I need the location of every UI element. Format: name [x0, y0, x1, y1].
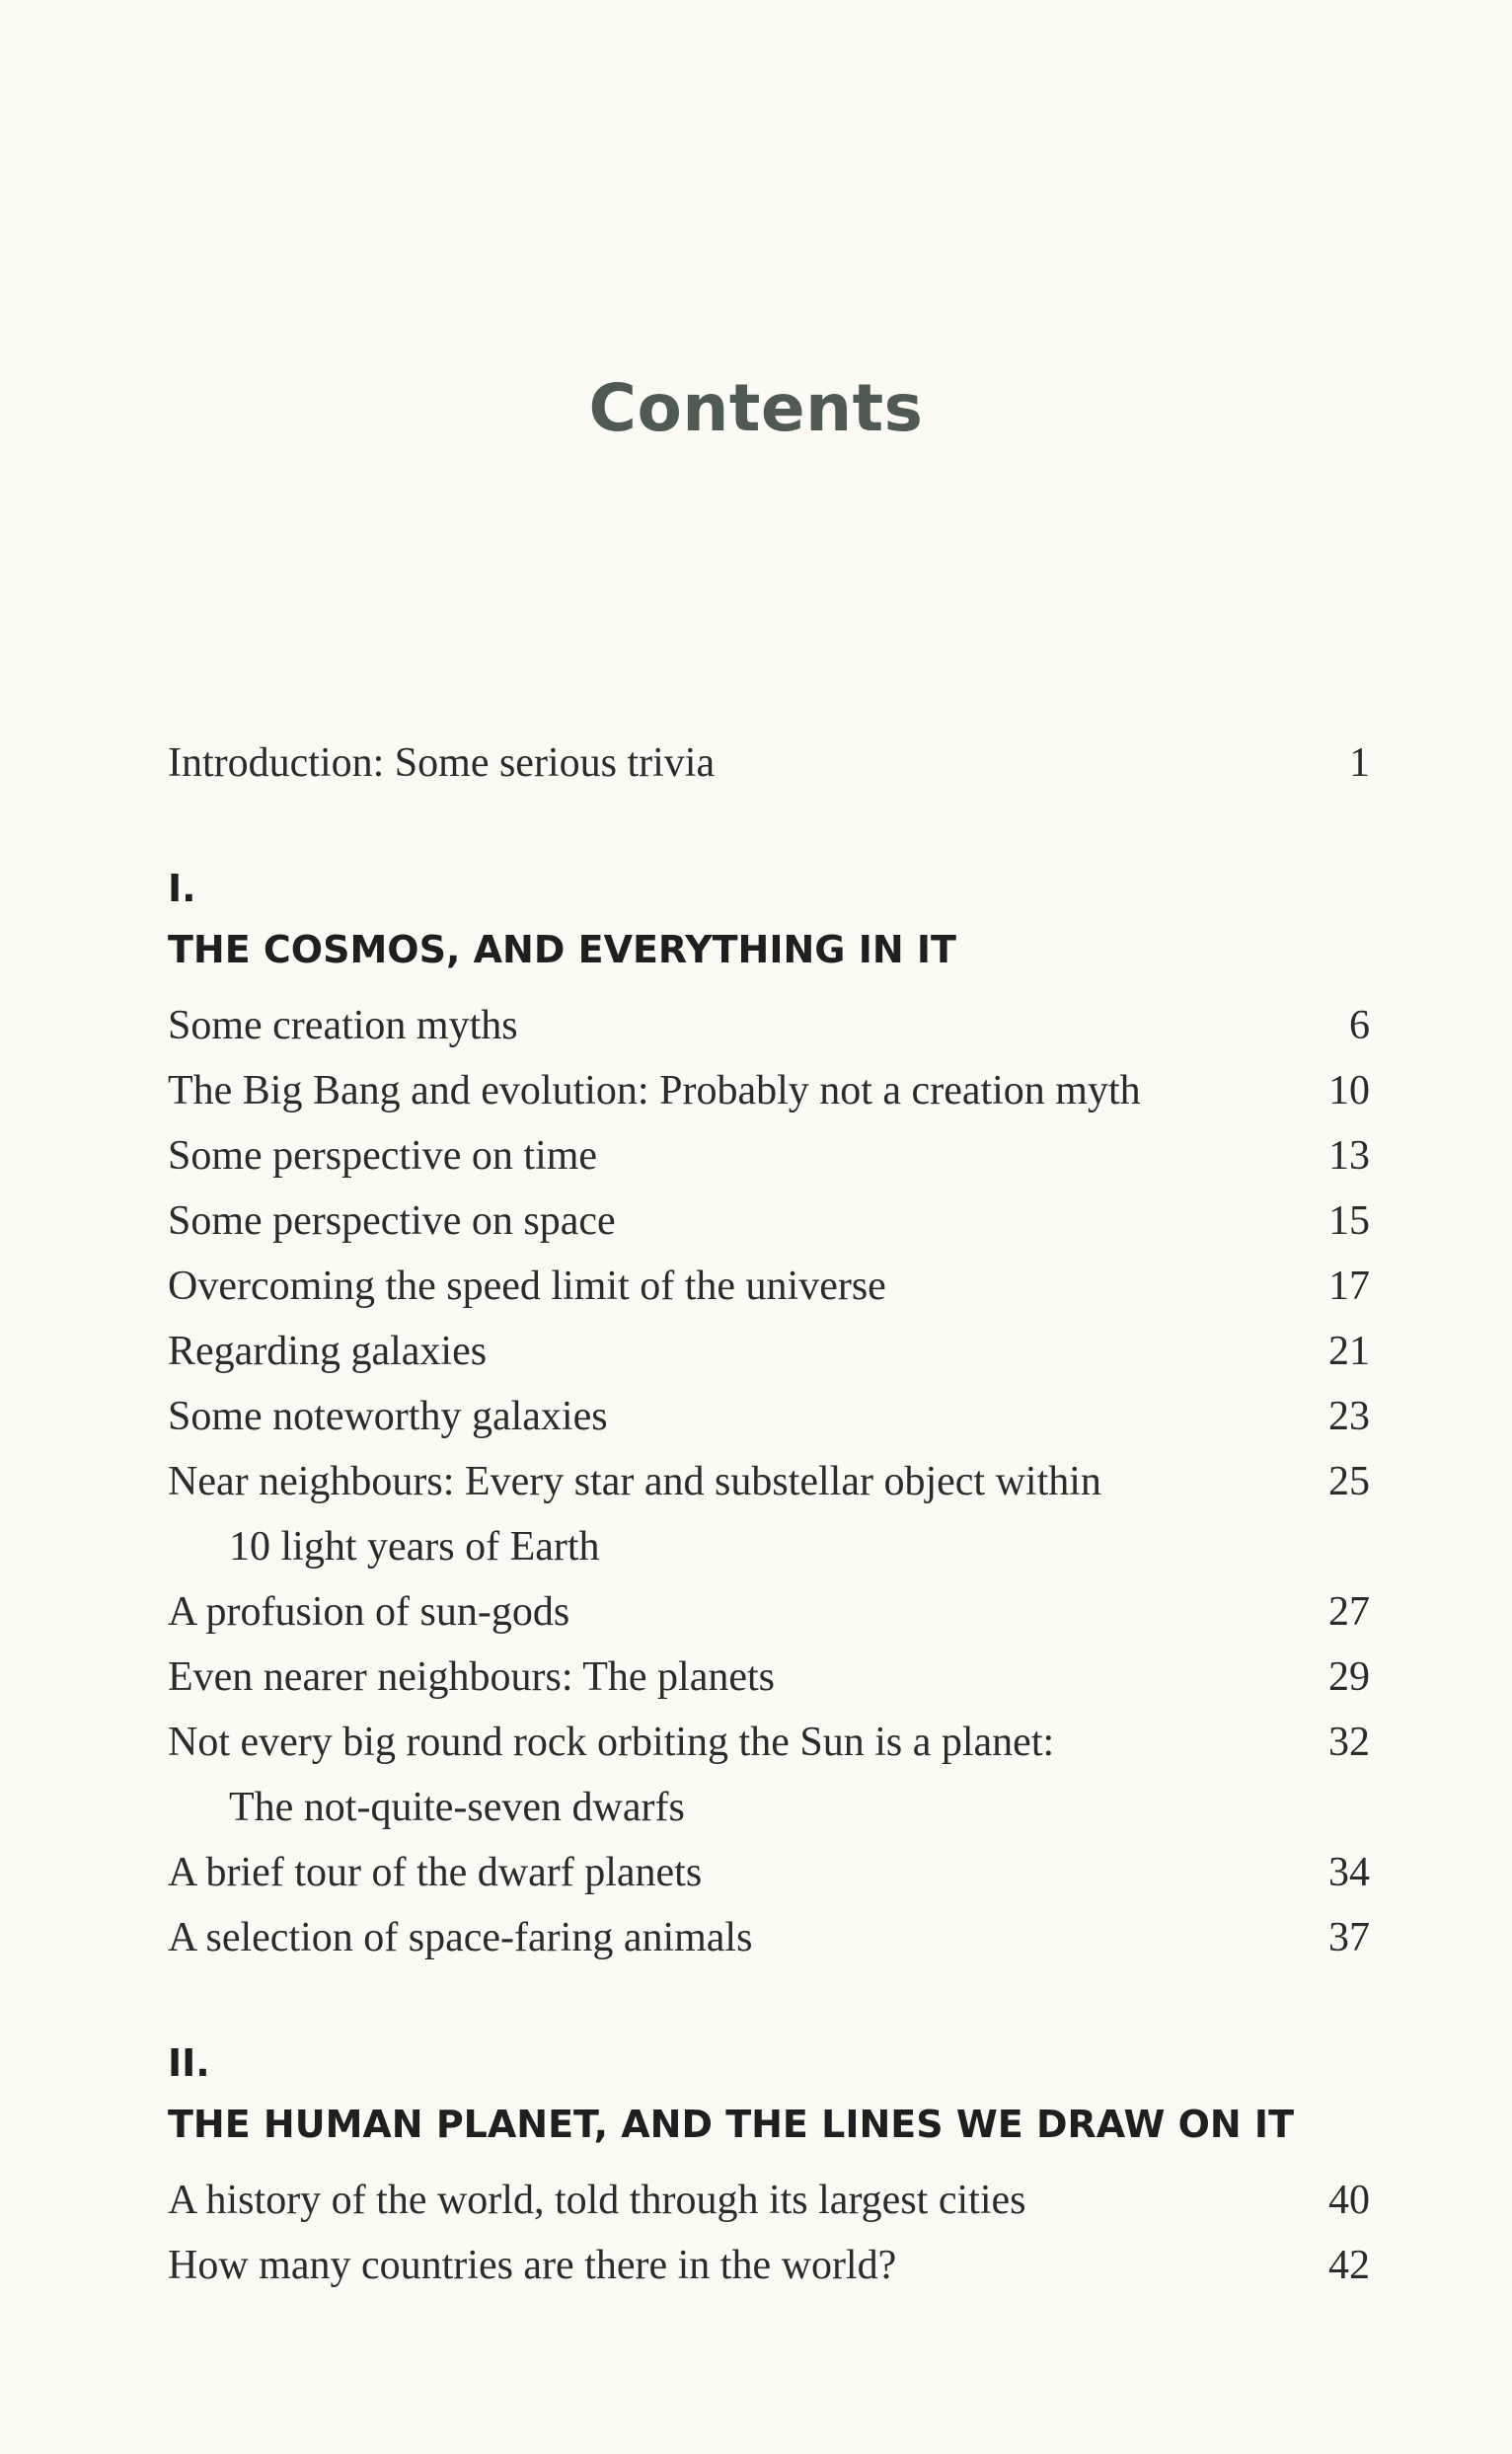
toc-entry-title: Regarding galaxies [168, 1329, 488, 1374]
toc-entry[interactable] [168, 1189, 1370, 1254]
toc-entry-title-line1: Not every big round rock orbiting the Sun is a planet: [168, 1720, 1055, 1765]
toc-entry-title-line2: The not-quite-seven dwarfs [229, 1785, 685, 1830]
toc-entry[interactable] [168, 1579, 1370, 1645]
toc-entry[interactable] [168, 2233, 1370, 2298]
toc-entry[interactable] [168, 1058, 1370, 1123]
toc-entry[interactable] [168, 2168, 1370, 2233]
toc-entry[interactable] [168, 1384, 1370, 1449]
toc-entry-page: 40 [1328, 2178, 1370, 2223]
toc-entry-title: Some perspective on space [168, 1198, 616, 1244]
toc-entry[interactable] [168, 1905, 1370, 1970]
toc-entry-page: 10 [1328, 1068, 1370, 1113]
toc-entry-introduction[interactable] [168, 730, 1370, 796]
toc-entry-page: 17 [1328, 1264, 1370, 1309]
toc-entry-page: 32 [1328, 1720, 1370, 1765]
toc-entry-page: 13 [1328, 1133, 1370, 1179]
toc-entry[interactable] [168, 1710, 1370, 1840]
toc-entry-title: A selection of space-faring animals [168, 1915, 753, 1960]
toc-entry-title: How many countries are there in the world? [168, 2243, 897, 2288]
toc-entry-title-line2: 10 light years of Earth [229, 1524, 600, 1570]
toc-entry[interactable] [168, 1449, 1370, 1579]
toc-entry-page: 21 [1328, 1329, 1370, 1374]
toc-entry-title-line1: Near neighbours: Every star and substellar object within [168, 1459, 1101, 1504]
toc-entry-title: A brief tour of the dwarf planets [168, 1850, 703, 1895]
toc-entry-title: Some perspective on time [168, 1133, 598, 1179]
toc-entry-title: A profusion of sun-gods [168, 1589, 570, 1635]
toc-entry[interactable] [168, 1645, 1370, 1710]
toc-entry-title [168, 1710, 1204, 1840]
toc-entry-title: Introduction: Some serious trivia [168, 740, 716, 786]
section-heading: THE COSMOS, AND EVERYTHING IN IT [168, 928, 956, 971]
toc-entry-page: 27 [1328, 1589, 1370, 1635]
toc-entry-page: 15 [1328, 1198, 1370, 1244]
toc-entry-page: 6 [1349, 1003, 1370, 1048]
page-title: Contents [588, 370, 924, 446]
toc-entry-page: 42 [1328, 2243, 1370, 2288]
section-numeral: II. [168, 2041, 210, 2085]
toc-entry-title: The Big Bang and evolution: Probably not a creation myth [168, 1068, 1141, 1113]
section-numeral: I. [168, 867, 196, 910]
toc-entry[interactable] [168, 1123, 1370, 1189]
section-heading: THE HUMAN PLANET, AND THE LINES WE DRAW ON IT [168, 2103, 1294, 2146]
toc-entry-page: 23 [1328, 1394, 1370, 1439]
toc-entry-title: Even nearer neighbours: The planets [168, 1654, 776, 1700]
toc-entry[interactable] [168, 1319, 1370, 1384]
toc-entry[interactable] [168, 993, 1370, 1058]
toc-entry-title [168, 1449, 1204, 1579]
toc-entry-title: A history of the world, told through its largest cities [168, 2178, 1026, 2223]
toc-entry[interactable] [168, 1254, 1370, 1319]
toc-entry-page: 37 [1328, 1915, 1370, 1960]
toc-entry-page: 34 [1328, 1850, 1370, 1895]
toc-entry-title: Some noteworthy galaxies [168, 1394, 608, 1439]
toc-entry[interactable] [168, 1840, 1370, 1905]
toc-entry-page: 29 [1328, 1654, 1370, 1700]
toc-entry-page: 1 [1349, 740, 1370, 786]
toc-entry-title: Overcoming the speed limit of the universe [168, 1264, 886, 1309]
toc-entry-page: 25 [1328, 1459, 1370, 1504]
toc-entry-title: Some creation myths [168, 1003, 518, 1048]
